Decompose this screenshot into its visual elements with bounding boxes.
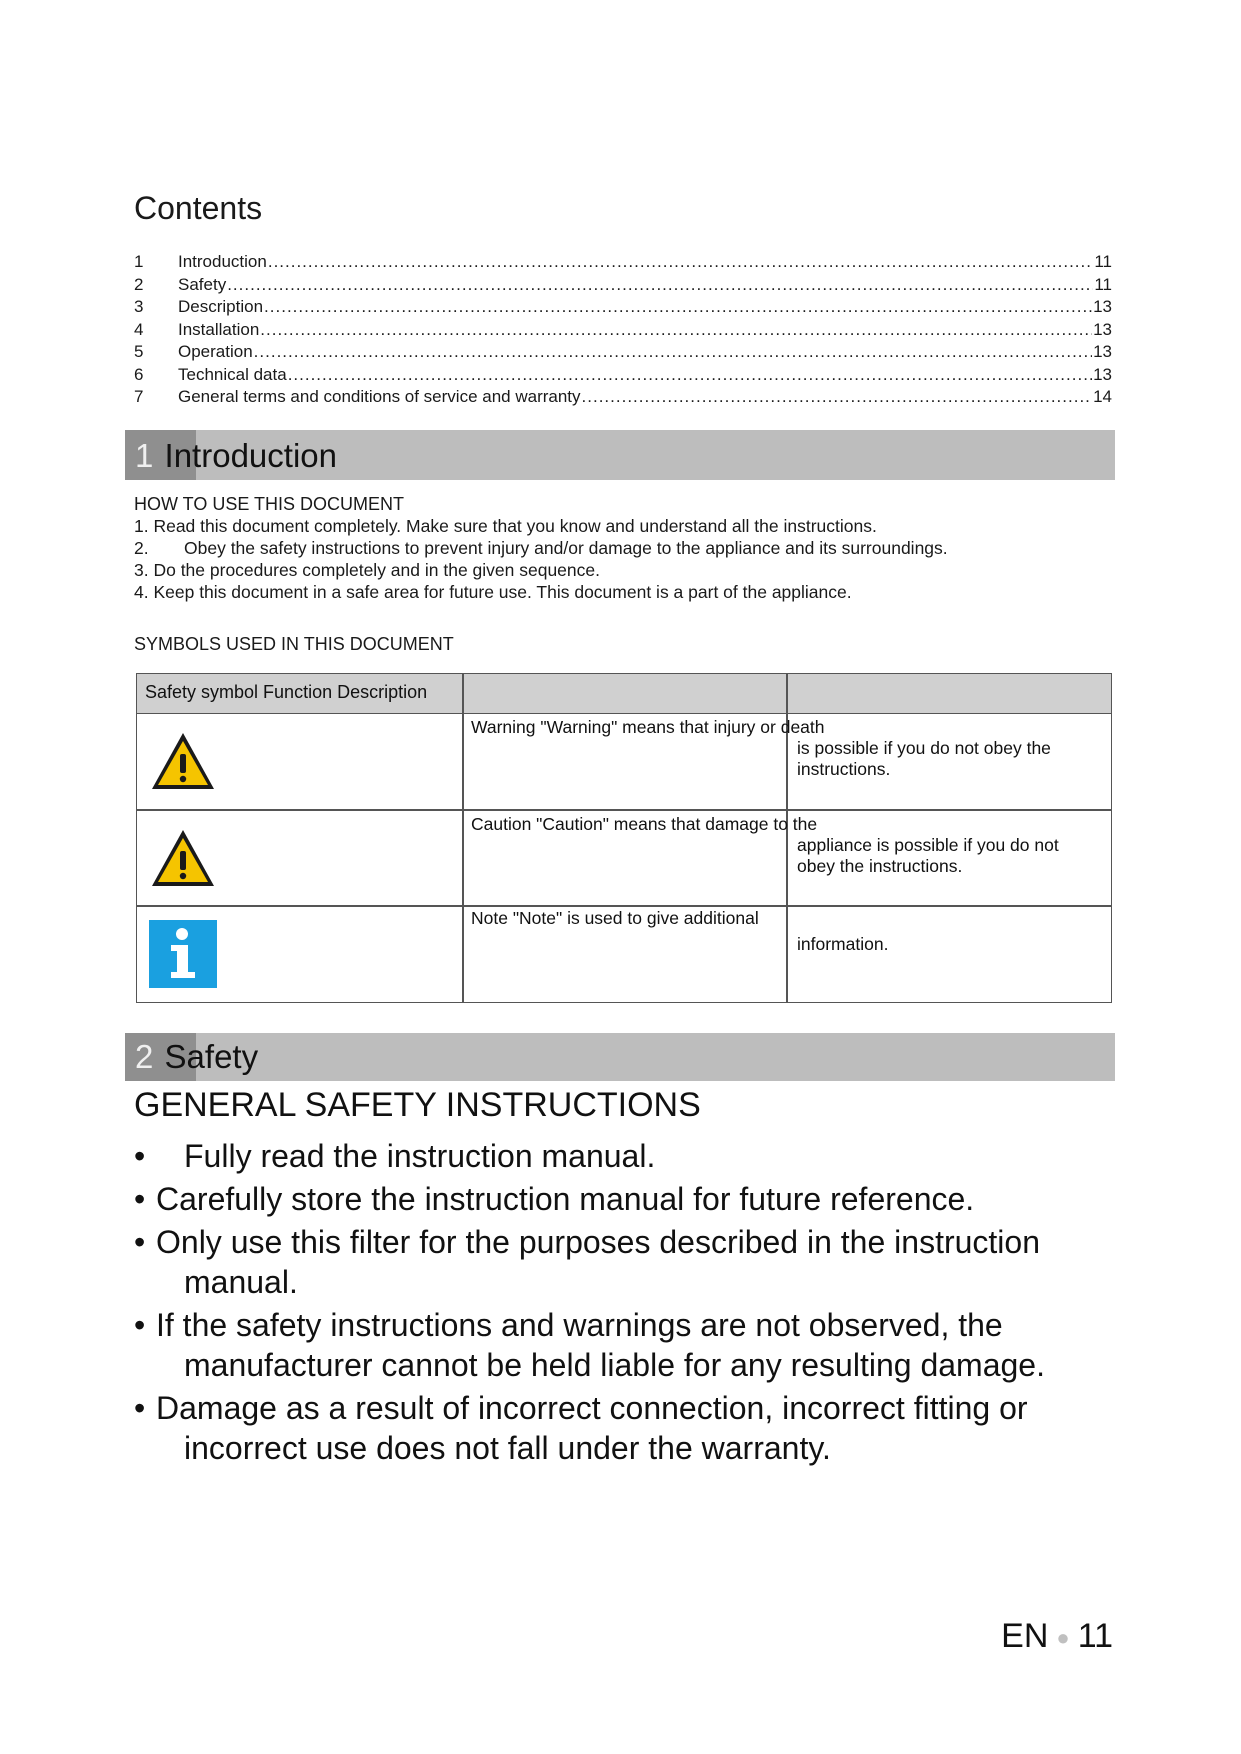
safety-heading: GENERAL SAFETY INSTRUCTIONS [134, 1086, 701, 1124]
bullet-text: Only use this filter for the purposes described in the instruction [156, 1224, 1040, 1260]
toc-number: 5 [134, 342, 144, 361]
toc-title: Installation [178, 319, 260, 339]
bullet-text: Carefully store the instruction manual for future reference. [156, 1181, 975, 1217]
toc-page: 14 [1093, 387, 1112, 406]
table-header [137, 674, 1111, 714]
warning-triangle-icon [149, 730, 217, 792]
bullet-marker: • [134, 1138, 146, 1174]
toc-leader [264, 297, 1092, 317]
table-of-contents [134, 252, 1112, 410]
instruction-steps [134, 516, 948, 604]
toc-number: 4 [134, 319, 144, 339]
bullet-text-continued: manufacturer cannot be held liable for any resulting damage. [184, 1347, 1045, 1383]
step-item: 4. Keep this document in a safe area for future use. This document is a part of the appliance. [134, 582, 852, 602]
page-footer [1001, 1617, 1113, 1656]
table-row-description [797, 835, 1059, 877]
step-number: 2. [134, 538, 149, 558]
toc-entry[interactable] [134, 297, 1112, 320]
section-number: 2 [135, 1038, 154, 1075]
bullet-text: If the safety instructions and warnings are not observed, the [156, 1307, 1003, 1343]
bullet-text-continued: manual. [184, 1264, 298, 1300]
description-line: obey the instructions. [797, 856, 963, 876]
step-item: 3. Do the procedures completely and in the given sequence. [134, 560, 600, 580]
column-divider [462, 674, 464, 1002]
toc-title: Operation [178, 342, 253, 361]
step-item: 1. Read this document completely. Make sure that you know and understand all the instructions. [134, 516, 877, 536]
description-line: information. [797, 934, 889, 954]
toc-number: 6 [134, 364, 144, 384]
table-header-text: Safety symbol Function Description [145, 682, 428, 702]
description-line: instructions. [797, 759, 891, 779]
info-icon [149, 920, 217, 988]
bullet-marker: • [134, 1224, 146, 1260]
row-divider [137, 905, 1111, 907]
section-label [135, 1038, 258, 1076]
toc-leader [582, 387, 1093, 407]
contents-title: Contents [134, 190, 263, 226]
toc-leader [227, 275, 1093, 295]
list-item [134, 1222, 1045, 1302]
toc-leader [268, 252, 1094, 272]
section-label [135, 437, 337, 475]
bullet-text: Fully read the instruction manual. [184, 1138, 656, 1174]
toc-entry[interactable] [134, 320, 1112, 343]
bullet-marker: • [134, 1307, 146, 1343]
section-title: Introduction [164, 437, 337, 474]
toc-number: 3 [134, 297, 144, 316]
caution-triangle-icon [149, 827, 217, 889]
toc-title: Safety [178, 274, 227, 294]
toc-page: 11 [1094, 252, 1112, 271]
toc-page: 13 [1093, 319, 1112, 339]
toc-page: 13 [1093, 297, 1112, 316]
symbols-heading: SYMBOLS USED IN THIS DOCUMENT [134, 634, 454, 654]
toc-entry[interactable] [134, 387, 1112, 410]
section-heading-safety [125, 1033, 1115, 1081]
toc-leader [254, 342, 1092, 362]
toc-number: 7 [134, 387, 144, 406]
toc-entry[interactable] [134, 275, 1112, 298]
list-item [134, 1179, 1045, 1219]
footer-separator: ● [1056, 1625, 1070, 1651]
toc-entry[interactable] [134, 252, 1112, 275]
bullet-text-continued: incorrect use does not fall under the warranty. [184, 1430, 831, 1466]
toc-title: Description [178, 297, 264, 316]
toc-number: 1 [134, 252, 144, 271]
page-number: 11 [1077, 1617, 1113, 1655]
step-text: Obey the safety instructions to prevent injury and/or damage to the appliance and its surroundings. [184, 538, 948, 558]
description-line: appliance is possible if you do not [797, 835, 1059, 855]
toc-leader [288, 365, 1092, 385]
bullet-text: Damage as a result of incorrect connection, incorrect fitting or [156, 1390, 1028, 1426]
toc-page: 13 [1093, 342, 1112, 361]
step-item [134, 538, 948, 560]
table-row-description [797, 934, 888, 955]
list-item [134, 1136, 1045, 1176]
row-divider [137, 809, 1111, 811]
table-row-function: Warning "Warning" means that injury or death [471, 717, 825, 737]
toc-title: General terms and conditions of service and warranty [178, 387, 581, 406]
toc-entry[interactable] [134, 342, 1112, 365]
toc-page: 13 [1093, 364, 1112, 384]
toc-entry[interactable] [134, 365, 1112, 388]
bullet-marker: • [134, 1390, 146, 1426]
table-row-function: Caution "Caution" means that damage to the [471, 814, 818, 834]
safety-bullet-list [134, 1136, 1045, 1471]
bullet-marker: • [134, 1181, 146, 1217]
section-number: 1 [135, 437, 154, 474]
toc-number: 2 [134, 274, 144, 294]
table-row-function: Note "Note" is used to give additional [471, 908, 759, 928]
toc-title: Introduction [178, 252, 267, 271]
description-line: is possible if you do not obey the [797, 738, 1051, 758]
list-item [134, 1388, 1045, 1468]
section-title: Safety [164, 1038, 259, 1075]
section-heading-introduction [125, 430, 1115, 480]
symbols-table [136, 673, 1112, 1003]
toc-title: Technical data [178, 364, 287, 384]
list-item [134, 1305, 1045, 1385]
toc-page: 11 [1094, 274, 1112, 294]
toc-leader [260, 320, 1092, 340]
how-to-heading: HOW TO USE THIS DOCUMENT [134, 494, 405, 514]
footer-language: EN [1001, 1617, 1049, 1655]
table-row-description [797, 738, 1051, 780]
